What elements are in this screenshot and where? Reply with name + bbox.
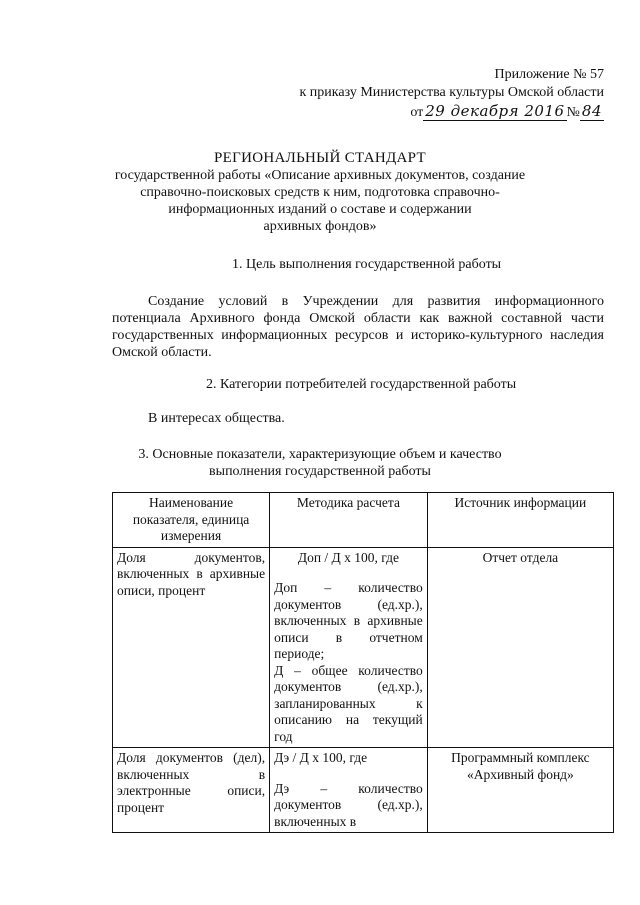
- number-label: №: [566, 105, 580, 120]
- annex-block: [184, 66, 604, 122]
- formula: Дэ / Д х 100, где: [274, 750, 368, 765]
- section-3-heading: [40, 446, 600, 480]
- source-cell: Отчет отдела: [427, 547, 613, 748]
- section-3-heading-line: 3. Основные показатели, характеризующие объем и качество: [138, 447, 502, 462]
- indicator-cell: Доля документов (дел), включенных в электронные описи, процент: [113, 748, 270, 833]
- standard-heading: РЕГИОНАЛЬНЫЙ СТАНДАРТ: [214, 150, 426, 166]
- formula: Доп / Д х 100, где: [297, 549, 399, 565]
- indicators-table: [112, 492, 614, 833]
- section-2-heading: 2. Категории потребителей государственной работы: [206, 377, 517, 392]
- subtitle-line: информационных изданий о составе и содержании: [168, 202, 472, 217]
- subtitle-line: государственной работы «Описание архивных документов, создание: [114, 168, 526, 183]
- section-1-text: [112, 293, 604, 361]
- handwritten-number: 84: [581, 102, 602, 120]
- section-2-text: В интересах общества.: [148, 411, 285, 426]
- header-indicator: Наименование показателя, единица измерения: [113, 493, 270, 548]
- handwritten-date: 29 декабря 2016: [425, 102, 565, 120]
- source-cell: Программный комплекс «Архивный фонд»: [427, 748, 613, 833]
- header-method: Методика расчета: [270, 493, 428, 548]
- annex-number: Приложение № 57: [494, 67, 604, 82]
- subtitle-line: архивных фондов»: [263, 219, 377, 234]
- formula-explanation: Дэ – количество документов (ед.хр.), включенных в: [274, 780, 423, 829]
- annex-date-line: [184, 102, 604, 122]
- section-1-paragraph: Создание условий в Учреждении для развития информационного потенциала Архивного фонда Омской области как важной составной части государственных информационных ресурсов и историко-культурного наследия Омской области.: [112, 294, 604, 360]
- formula-explanation: Доп – количество документов (ед.хр.), включенных в архивные описи в отчетном периоде;: [274, 580, 423, 661]
- table-row: [113, 547, 614, 748]
- date-prefix: от: [410, 105, 424, 120]
- method-cell: [270, 748, 428, 833]
- document-title: [40, 150, 600, 235]
- method-cell: [270, 547, 428, 748]
- table-row: [113, 748, 614, 833]
- section-1-heading: 1. Цель выполнения государственной работы: [232, 257, 502, 272]
- section-3-heading-line: выполнения государственной работы: [209, 464, 431, 479]
- table-header-row: [113, 493, 614, 548]
- annex-order-reference: к приказу Министерства культуры Омской области: [299, 85, 604, 100]
- indicator-cell: Доля документов, включенных в архивные описи, процент: [113, 547, 270, 748]
- subtitle-line: справочно-поисковых средств к ним, подготовка справочно-: [140, 185, 500, 200]
- formula-explanation: Д – общее количество документов (ед.хр.), запланированных к описанию на текущий год: [274, 662, 423, 744]
- header-source: Источник информации: [427, 493, 613, 548]
